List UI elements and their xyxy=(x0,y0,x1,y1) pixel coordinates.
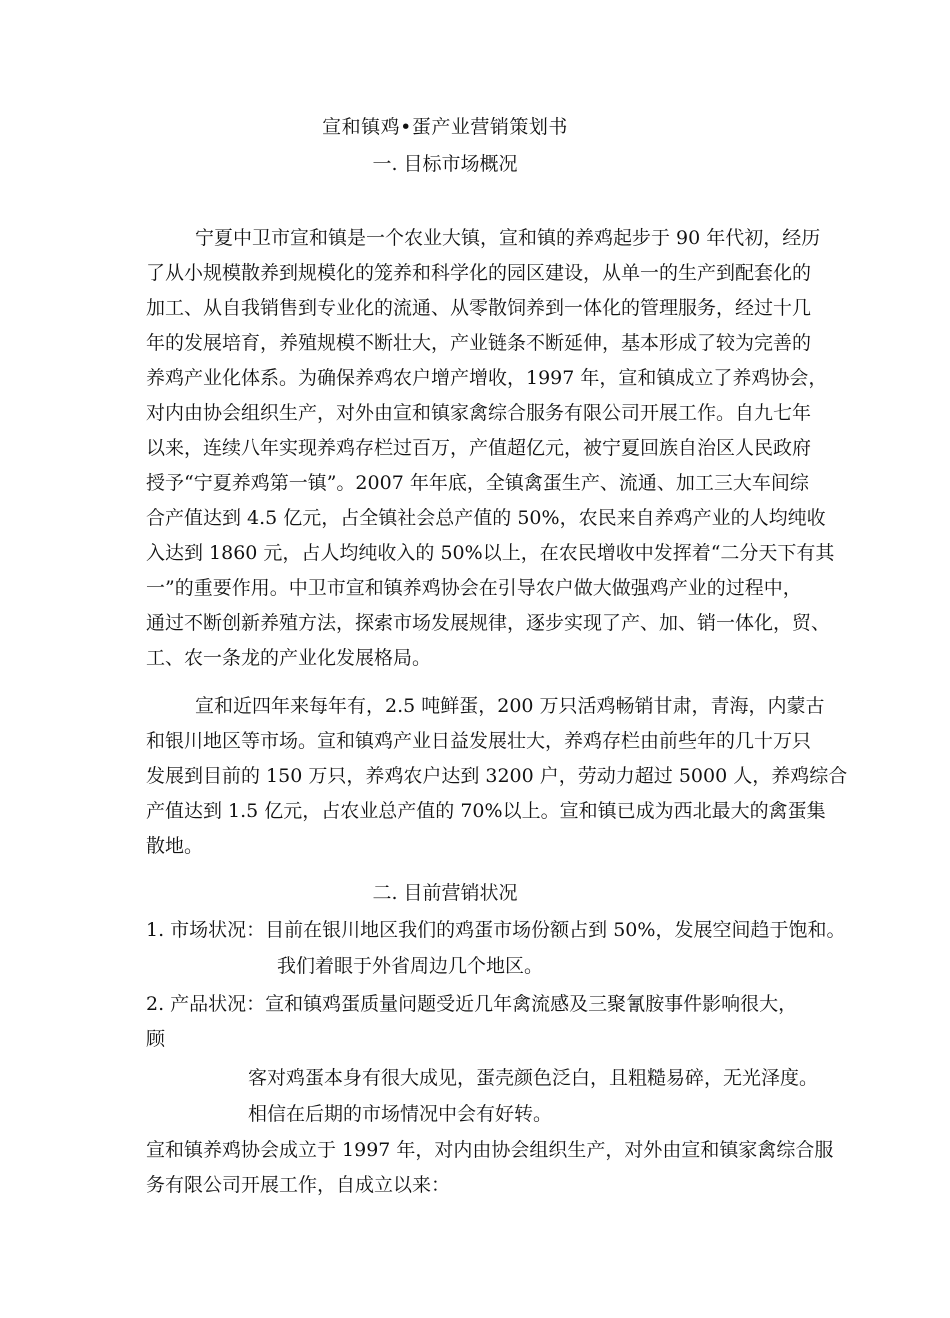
paragraph-line: 和银川地区等市场。宣和镇鸡产业日益发展壮大，养鸡存栏由前些年的几十万只 xyxy=(146,730,812,752)
paragraph-line: 一”的重要作用。中卫市宣和镇养鸡协会在引导农户做大做强鸡产业的过程中， xyxy=(146,577,802,599)
paragraph-line: 宁夏中卫市宣和镇是一个农业大镇，宣和镇的养鸡起步于 90 年代初，经历 xyxy=(195,227,821,249)
paragraph-line: 养鸡产业化体系。为确保养鸡农户增产增收，1997 年，宣和镇成立了养鸡协会， xyxy=(146,367,828,389)
paragraph-line: 宣和镇养鸡协会成立于 1997 年，对内由协会组织生产，对外由宣和镇家禽综合服 xyxy=(146,1139,834,1161)
section-heading-marketing-status: 二. 目前营销状况 xyxy=(372,882,518,904)
paragraph-line: 发展到目前的 150 万只，养鸡农户达到 3200 户，劳动力超过 5000 人，养鸡综合 xyxy=(146,765,848,787)
list-item-continuation: 相信在后期的市场情况中会有好转。 xyxy=(248,1103,553,1125)
list-item-continuation: 顾 xyxy=(146,1028,166,1050)
paragraph-line: 授予“宁夏养鸡第一镇”。2007 年年底，全镇禽蛋生产、流通、加工三大车间综 xyxy=(146,472,809,494)
paragraph-line: 合产值达到 4.5 亿元，占全镇社会总产值的 50%，农民来自养鸡产业的人均纯收 xyxy=(146,507,826,529)
list-item-continuation: 我们着眼于外省周边几个地区。 xyxy=(277,955,544,977)
paragraph-line: 入达到 1860 元，占人均纯收入的 50%以上，在农民增收中发挥着“二分天下有其 xyxy=(146,542,835,564)
section-heading-market-overview: 一. 目标市场概况 xyxy=(372,153,518,175)
paragraph-line: 工、农一条龙的产业化发展格局。 xyxy=(146,647,432,669)
paragraph-line: 宣和近四年来每年有，2.5 吨鲜蛋，200 万只活鸡畅销甘肃，青海，内蒙古 xyxy=(195,695,825,717)
paragraph-line: 务有限公司开展工作，自成立以来： xyxy=(146,1174,451,1196)
paragraph-line: 年的发展培育，养殖规模不断壮大，产业链条不断延伸，基本形成了较为完善的 xyxy=(146,332,812,354)
document-title: 宣和镇鸡•蛋产业营销策划书 xyxy=(322,116,568,138)
paragraph-line: 散地。 xyxy=(146,835,204,857)
paragraph-line: 以来，连续八年实现养鸡存栏过百万，产值超亿元，被宁夏回族自治区人民政府 xyxy=(146,437,812,459)
paragraph-line: 通过不断创新养殖方法，探索市场发展规律，逐步实现了产、加、销一体化，贸、 xyxy=(146,612,831,634)
paragraph-line: 加工、从自我销售到专业化的流通、从零散饲养到一体化的管理服务，经过十几 xyxy=(146,297,812,319)
paragraph-line: 产值达到 1.5 亿元，占农业总产值的 70%以上。宣和镇已成为西北最大的禽蛋集 xyxy=(146,800,826,822)
paragraph-line: 对内由协会组织生产，对外由宣和镇家禽综合服务有限公司开展工作。自九七年 xyxy=(146,402,812,424)
list-item-continuation: 客对鸡蛋本身有很大成见，蛋壳颜色泛白，且粗糙易碎，无光泽度。 xyxy=(248,1067,819,1089)
list-item-product-status: 2. 产品状况：宣和镇鸡蛋质量问题受近几年禽流感及三聚氰胺事件影响很大， xyxy=(146,993,798,1015)
list-item-market-status: 1. 市场状况：目前在银川地区我们的鸡蛋市场份额占到 50%，发展空间趋于饱和。 xyxy=(146,919,846,941)
paragraph-line: 了从小规模散养到规模化的笼养和科学化的园区建设，从单一的生产到配套化的 xyxy=(146,262,812,284)
